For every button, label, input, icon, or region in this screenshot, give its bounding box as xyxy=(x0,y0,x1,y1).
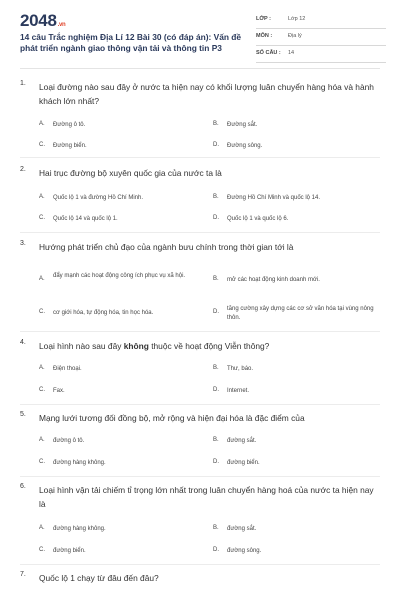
option-label: D. xyxy=(213,547,219,553)
option-text: Quốc lộ 14 và quốc lộ 1. xyxy=(53,216,118,222)
option-label: B. xyxy=(213,194,219,200)
meta-row-subject xyxy=(256,30,386,46)
meta-row-count xyxy=(256,47,386,63)
question-number: 6. xyxy=(20,483,26,490)
option-text: Thư, báo. xyxy=(227,366,254,372)
question-text-emphasis: không xyxy=(123,341,149,351)
question-divider xyxy=(20,157,380,158)
question-number: 5. xyxy=(20,411,26,418)
option-text: Điện thoại. xyxy=(53,366,82,372)
option-text: Quốc lộ 1 và đường Hồ Chí Minh. xyxy=(53,195,143,201)
document-meta xyxy=(256,13,386,64)
option-label: A. xyxy=(39,365,45,371)
option-label: D. xyxy=(213,142,219,148)
option-label: B. xyxy=(213,121,219,127)
option-label: C. xyxy=(39,142,45,148)
option-text: đường biển. xyxy=(53,548,86,554)
option-text: Đường Hồ Chí Minh và quốc lộ 14. xyxy=(227,195,320,201)
question-number: 7. xyxy=(20,571,26,578)
question-text-part: Loại hình nào sau đây xyxy=(39,341,124,351)
option-text: cơ giới hóa, tự động hóa, tin học hóa. xyxy=(53,310,154,316)
option-label: C. xyxy=(39,547,45,553)
option-label: B. xyxy=(213,276,219,282)
logo-suffix: .vn xyxy=(57,22,66,28)
option-text: Đường sông. xyxy=(227,143,263,149)
option-label: C. xyxy=(39,459,45,465)
document-title: 14 câu Trắc nghiệm Địa Lí 12 Bài 30 (có đáp án): Vấn đề phát triển ngành giao thông vận tải và thông tin P3 xyxy=(20,32,242,53)
question-text: Hướng phát triển chủ đạo của ngành bưu chính trong thời gian tới là xyxy=(39,242,294,252)
option-label: D. xyxy=(213,459,219,465)
option-label: C. xyxy=(39,387,45,393)
option-text: đường hàng không. xyxy=(53,460,106,466)
option-label: A. xyxy=(39,525,45,531)
option-label: B. xyxy=(213,365,219,371)
meta-value: Lớp 12 xyxy=(288,16,306,22)
option-text: Đường sắt. xyxy=(227,122,258,128)
option-text: Quốc lộ 1 và quốc lộ 6. xyxy=(227,216,289,222)
question-text: Hai trục đường bộ xuyên quốc gia của nước ta là xyxy=(39,168,222,178)
option-label: A. xyxy=(39,276,45,282)
question-text-part: thuộc về hoạt động Viễn thông? xyxy=(148,341,270,351)
meta-row-class xyxy=(256,13,386,29)
question-number: 4. xyxy=(20,339,26,346)
question-text: Mạng lưới tương đối đồng bộ, mở rộng và hiện đại hóa là đặc điểm của xyxy=(39,413,305,423)
option-label: D. xyxy=(213,387,219,393)
question-divider xyxy=(20,232,380,233)
option-label: D. xyxy=(213,215,219,221)
question-text: Quốc lộ 1 chạy từ đâu đến đâu? xyxy=(39,573,159,583)
page-header xyxy=(0,0,400,64)
site-logo[interactable] xyxy=(20,11,65,31)
header-divider xyxy=(20,68,380,69)
question-divider xyxy=(20,331,380,332)
question-text: Loại hình vận tải chiếm tỉ trọng lớn nhất trong luân chuyển hàng hoá của nước ta hiện nay là xyxy=(39,485,374,509)
option-label: C. xyxy=(39,215,45,221)
meta-value: Địa lý xyxy=(288,33,302,39)
option-text: Fax. xyxy=(53,388,65,394)
option-text: đường biển. xyxy=(227,460,260,466)
question-divider xyxy=(20,404,380,405)
option-label: B. xyxy=(213,437,219,443)
option-label: D. xyxy=(213,309,219,315)
option-text: đường sông. xyxy=(227,548,262,554)
meta-value: 14 xyxy=(288,50,295,56)
option-text: đẩy mạnh các hoạt động công ích phục vụ xã hội. xyxy=(53,273,186,279)
option-text: Internet. xyxy=(227,388,250,394)
question-number: 3. xyxy=(20,240,26,247)
option-label: A. xyxy=(39,121,45,127)
question-divider xyxy=(20,564,380,565)
question-text: Loại đường nào sau đây ở nước ta hiện nay có khối lượng luân chuyển hàng hóa và hành khách lớn nhất? xyxy=(39,82,374,106)
option-text: đường sắt. xyxy=(227,438,257,444)
option-text: đường hàng không. xyxy=(53,526,106,532)
option-text: Đường ô tô. xyxy=(53,122,86,128)
option-label: A. xyxy=(39,194,45,200)
option-text: tăng cường xây dựng các cơ sở văn hóa tại vùng nông thôn. xyxy=(227,306,374,321)
question-number: 2. xyxy=(20,166,26,173)
meta-key: LỚP : xyxy=(256,16,271,22)
option-text: đường ô tô. xyxy=(53,438,85,444)
question-text xyxy=(39,339,379,353)
option-text: mở các hoạt động kinh doanh mới. xyxy=(227,277,320,283)
option-text: Đường biển. xyxy=(53,143,87,149)
option-label: A. xyxy=(39,437,45,443)
logo-text: 2048 xyxy=(20,11,57,30)
option-label: C. xyxy=(39,309,45,315)
question-divider xyxy=(20,476,380,477)
meta-key: SỐ CÂU : xyxy=(256,50,281,56)
option-label: B. xyxy=(213,525,219,531)
option-text: đường sắt. xyxy=(227,526,257,532)
question-number: 1. xyxy=(20,80,26,87)
meta-key: MÔN : xyxy=(256,33,273,39)
